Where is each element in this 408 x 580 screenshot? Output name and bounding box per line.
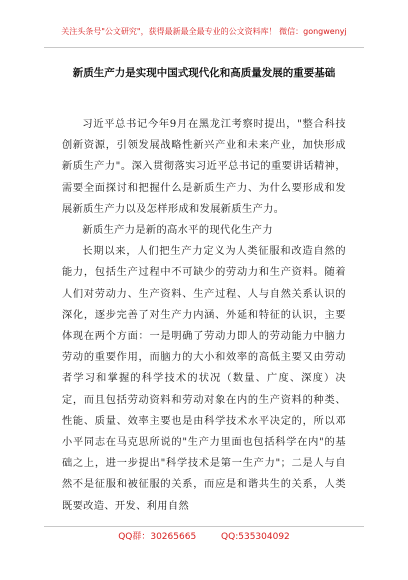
document-body [62, 114, 346, 517]
footer-divider [44, 526, 364, 527]
contact-footer [0, 531, 408, 543]
document-title: 新质生产力是实现中国式现代化和高质量发展的重要基础 [72, 67, 336, 79]
qq-number-text: QQ:535304092 [221, 532, 290, 542]
section-heading: 新质生产力是新的高水平的现代化生产力 [82, 225, 273, 237]
promo-header: 关注头条号"公文研究"，获得最新最全最专业的公文资料库！ 微信：gongwenyj [61, 27, 347, 36]
body-paragraph: 习近平总书记今年9月在黑龙江考察时提出，"整合科技创新资源，引领发展战略性新兴产业和未来产业，加快形成新质生产力"。深入贯彻落实习近平总书记的重要讲话精神，需要全面探讨和把握什么是新质生产力、为什么要形成和发展新质生产力以及怎样形成和发展新质生产力。 [62, 119, 346, 215]
qq-group-text: QQ群：30265665 [118, 532, 197, 542]
body-paragraph: 长期以来，人们把生产力定义为人类征服和改造自然的能力，包括生产过程中不可缺少的劳动力和生产资料。随着人们对劳动力、生产资料、生产过程、人与自然关系认识的深化，逐步完善了对生产力内涵、外延和特征的认识，主要体现在两个方面：一是明确了劳动力即人的劳动能力中脑力劳动的重要作用，而脑力的大小和效率的高低主要又由劳动者学习和掌握的科学技术的状况（数量、广度、深度）决定，而且包括劳动资料和劳动对象在内的生产资料的种类、性能、质量、效率主要也是由科学技术水平决定的，所以邓小平同志在马克思所说的"生产力里面也包括科学在内"的基础之上，进一步提出"科学技术是第一生产力"；二是人与自然不是征服和被征服的关系，而应是和谐共生的关系，人类既要改造、开发、利用自然 [62, 246, 346, 512]
header-divider [44, 47, 364, 48]
